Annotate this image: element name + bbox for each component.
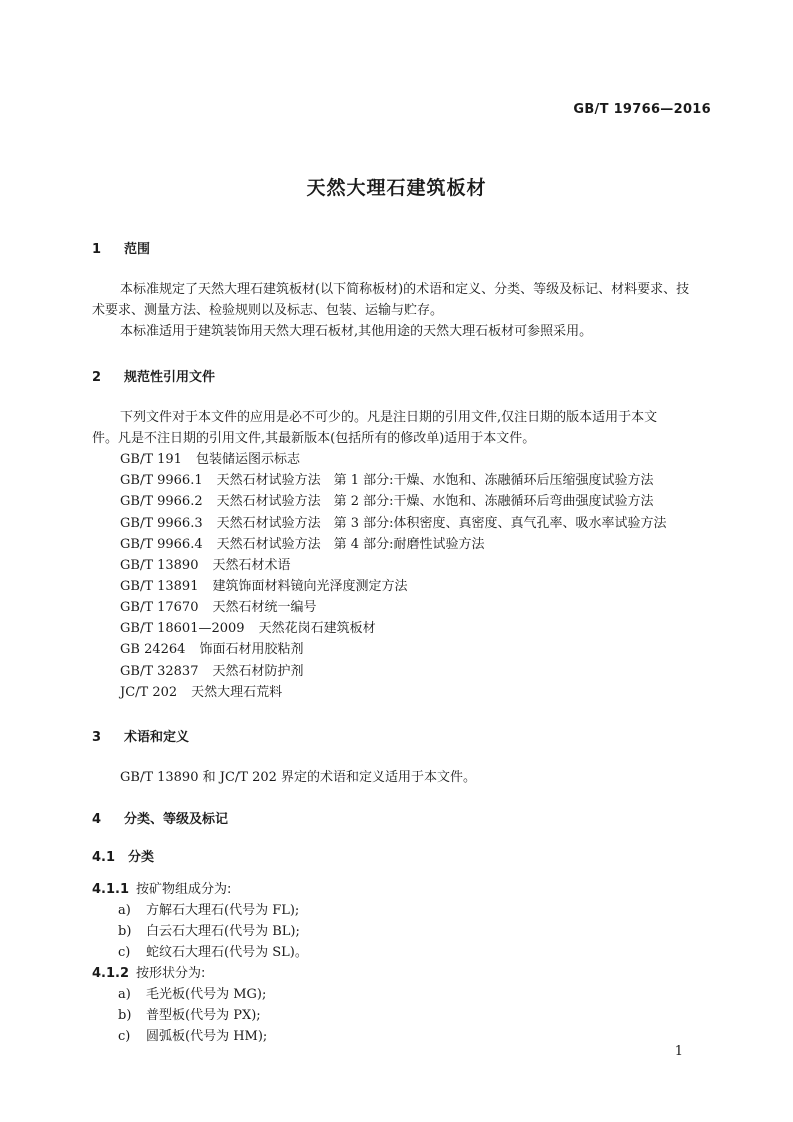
reference-code: GB/T 32837 <box>120 664 199 679</box>
reference-title: 天然石材试验方法 第 4 部分:耐磨性试验方法 <box>216 537 485 552</box>
list-item <box>118 1025 267 1044</box>
subsection-4-1-1-heading <box>92 878 231 897</box>
section-title: 范围 <box>124 242 151 257</box>
subsection-title: 按形状分为: <box>136 966 206 981</box>
section-title: 分类、等级及标记 <box>124 812 229 827</box>
subsection-4-1-heading <box>92 846 154 865</box>
list-marker: b) <box>118 924 132 939</box>
reference-title: 天然石材统一编号 <box>212 600 317 615</box>
section-title: 规范性引用文件 <box>124 370 216 385</box>
section-2-heading <box>92 366 215 385</box>
standard-number: GB/T 19766—2016 <box>573 102 711 117</box>
paragraph: 下列文件对于本文件的应用是必不可少的。凡是注日期的引用文件,仅注日期的版本适用于本文 <box>120 410 658 425</box>
reference-code: GB/T 17670 <box>120 600 199 615</box>
list-item <box>118 1004 261 1023</box>
list-item <box>118 941 308 960</box>
reference-code: GB/T 9966.4 <box>120 537 203 552</box>
subsection-number: 4.1.1 <box>92 882 130 897</box>
reference-item <box>120 617 376 636</box>
list-item <box>118 920 300 939</box>
list-text: 普型板(代号为 PX); <box>146 1008 261 1023</box>
document-title: 天然大理石建筑板材 <box>306 177 487 199</box>
reference-item <box>120 512 667 531</box>
list-item <box>118 899 299 918</box>
reference-title: 天然石材试验方法 第 1 部分:干燥、水饱和、冻融循环后压缩强度试验方法 <box>216 473 654 488</box>
list-marker: b) <box>118 1008 132 1023</box>
section-3-heading <box>92 726 189 745</box>
paragraph: 术要求、测量方法、检验规则以及标志、包装、运输与贮存。 <box>92 303 444 318</box>
reference-item <box>120 533 485 552</box>
subsection-number: 4.1.2 <box>92 966 130 981</box>
page-number: 1 <box>674 1044 683 1059</box>
subsection-4-1-2-heading <box>92 962 205 981</box>
reference-title: 天然大理石荒料 <box>191 685 283 700</box>
reference-code: GB/T 18601—2009 <box>120 621 245 636</box>
reference-code: GB/T 13890 <box>120 558 199 573</box>
list-marker: c) <box>118 1029 131 1044</box>
section-title: 术语和定义 <box>124 730 190 745</box>
reference-code: GB/T 9966.2 <box>120 494 203 509</box>
section-number: 1 <box>92 242 102 257</box>
reference-code: JC/T 202 <box>120 685 178 700</box>
subsection-title: 按矿物组成分为: <box>136 882 232 897</box>
list-item <box>118 983 266 1002</box>
list-marker: a) <box>118 903 131 918</box>
reference-item <box>120 469 654 488</box>
paragraph: 本标准适用于建筑装饰用天然大理石板材,其他用途的天然大理石板材可参照采用。 <box>120 324 593 339</box>
reference-item <box>120 575 408 594</box>
section-number: 2 <box>92 370 102 385</box>
reference-code: GB/T 9966.3 <box>120 516 203 531</box>
paragraph: 本标准规定了天然大理石建筑板材(以下简称板材)的术语和定义、分类、等级及标记、材料要求、技 <box>120 282 690 297</box>
reference-title: 包装储运图示标志 <box>195 452 300 467</box>
reference-title: 天然石材术语 <box>212 558 291 573</box>
list-marker: a) <box>118 987 131 1002</box>
reference-item <box>120 681 282 700</box>
reference-item <box>120 554 291 573</box>
subsection-number: 4.1 <box>92 850 116 865</box>
reference-title: 天然石材试验方法 第 3 部分:体积密度、真密度、真气孔率、吸水率试验方法 <box>216 516 667 531</box>
list-text: 蛇纹石大理石(代号为 SL)。 <box>146 945 308 960</box>
list-text: 方解石大理石(代号为 FL); <box>146 903 300 918</box>
reference-title: 天然花岗石建筑板材 <box>258 621 376 636</box>
section-number: 3 <box>92 730 102 745</box>
list-text: 圆弧板(代号为 HM); <box>146 1029 268 1044</box>
reference-title: 饰面石材用胶粘剂 <box>199 642 304 657</box>
subsection-title: 分类 <box>128 850 155 865</box>
reference-item <box>120 448 300 467</box>
reference-item <box>120 638 303 657</box>
reference-code: GB/T 13891 <box>120 579 199 594</box>
section-number: 4 <box>92 812 102 827</box>
reference-code: GB/T 9966.1 <box>120 473 203 488</box>
reference-code: GB/T 191 <box>120 452 182 467</box>
section-1-heading <box>92 238 150 257</box>
list-text: 白云石大理石(代号为 BL); <box>146 924 300 939</box>
reference-title: 建筑饰面材料镜向光泽度测定方法 <box>212 579 408 594</box>
section-4-heading <box>92 808 228 827</box>
list-marker: c) <box>118 945 131 960</box>
reference-code: GB 24264 <box>120 642 186 657</box>
reference-item <box>120 490 654 509</box>
list-text: 毛光板(代号为 MG); <box>146 987 267 1002</box>
reference-title: 天然石材试验方法 第 2 部分:干燥、水饱和、冻融循环后弯曲强度试验方法 <box>216 494 654 509</box>
reference-item <box>120 596 317 615</box>
reference-title: 天然石材防护剂 <box>212 664 304 679</box>
paragraph: GB/T 13890 和 JC/T 202 界定的术语和定义适用于本文件。 <box>120 770 477 785</box>
paragraph: 件。凡是不注日期的引用文件,其最新版本(包括所有的修改单)适用于本文件。 <box>92 431 536 446</box>
reference-item <box>120 660 304 679</box>
